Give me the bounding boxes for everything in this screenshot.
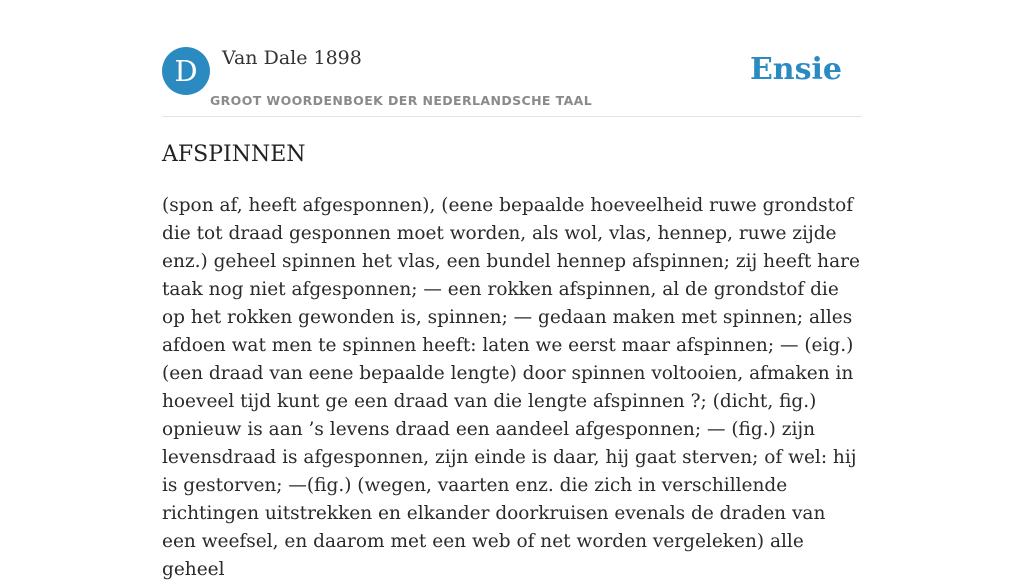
dictionary-subtitle: GROOT WOORDENBOEK DER NEDERLANDSCHE TAAL (210, 93, 593, 108)
dictionary-logo-badge[interactable]: D (162, 47, 210, 95)
entry-headword: AFSPINNEN (162, 142, 306, 167)
ensie-logo-link[interactable]: Ensie (749, 52, 842, 87)
dictionary-title[interactable]: Van Dale 1898 (222, 47, 362, 69)
dictionary-header (162, 46, 862, 117)
entry-definition: (spon af, heeft afgesponnen), (eene bepaalde hoeveelheid ruwe grondstof die tot draad gesponnen moet worden, als wol, vlas, hennep, ruwe zijde enz.) geheel spinnen het vlas, een bundel hennep afspinnen; zij heeft hare taak nog niet afgesponnen; — een rokken afspinnen, al de grondstof die op het rokken gewonden is, spinnen; — gedaan maken met spinnen; alles afdoen wat men te spinnen heeft: laten we eerst maar afspinnen; — (eig.) (een draad van eene bepaalde lengte) door spinnen voltooien, afmaken in hoeveel tijd kunt ge een draad van die lengte afspinnen ?; (dicht, fig.) opnieuw is aan ’s levens draad een aandeel afgesponnen; — (fig.) zijn levensdraad is afgesponnen, zijn einde is daar, hij gaat sterven; of wel: hij is gestorven; —(fig.) (wegen, vaarten enz. die zich in verschillende richtingen uitstrekken en elkander doorkruisen evenals de draden van een weefsel, en daarom met een web of net worden vergeleken) alle geheel (162, 195, 860, 580)
